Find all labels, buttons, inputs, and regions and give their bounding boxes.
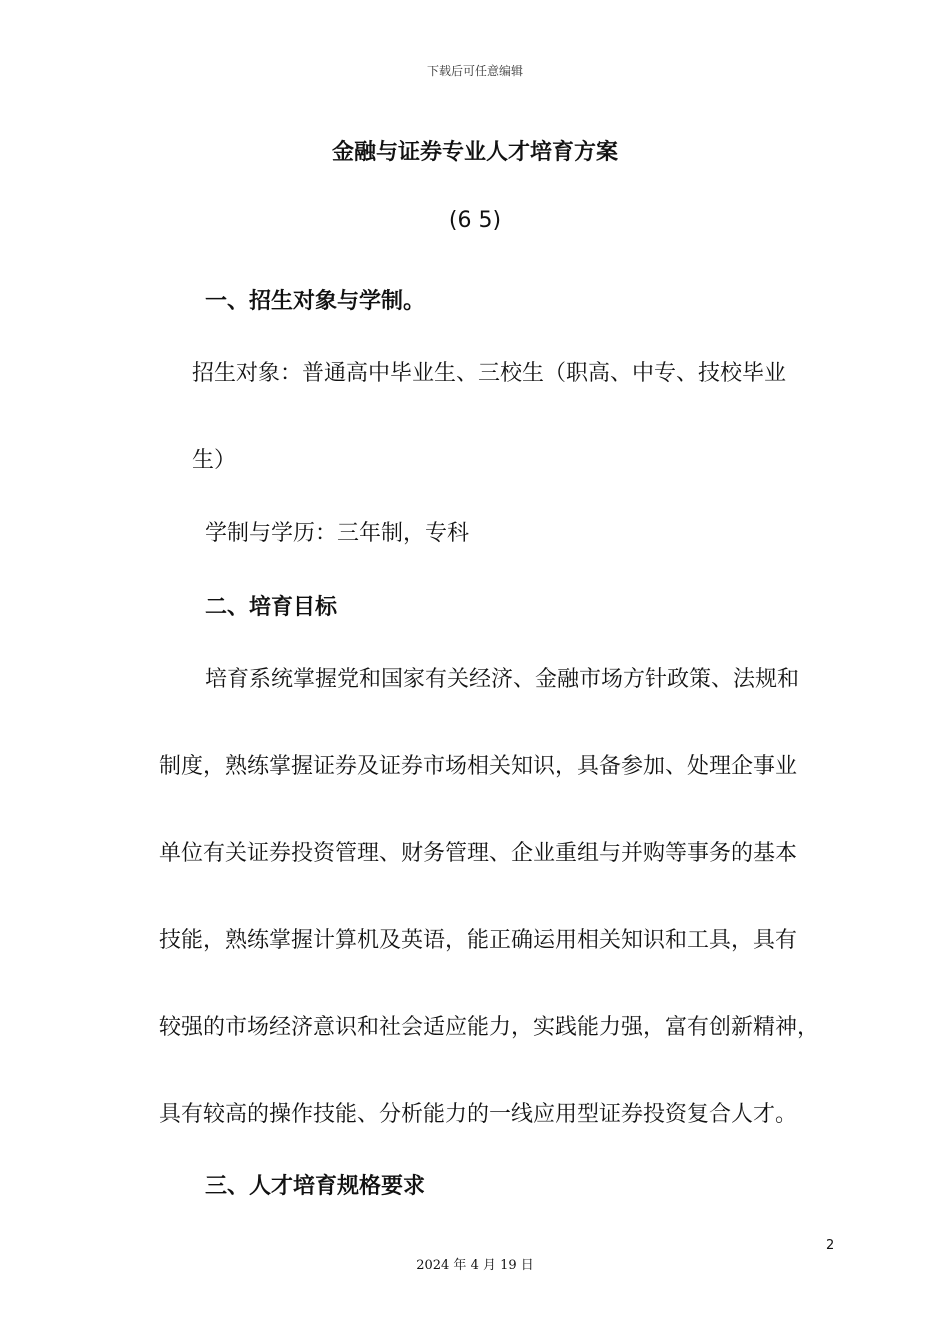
document-title: 金融与证券专业人才培育方案 [331, 140, 618, 165]
enrollment-line-2: 生） [192, 448, 237, 473]
schooling-line: 学制与学历：三年制，专科 [205, 521, 470, 546]
objective-line: 单位有关证券投资管理、财务管理、企业重组与并购等事务的基本 [159, 841, 798, 866]
page-number: 2 [826, 1238, 835, 1253]
objective-line: 较强的市场经济意识和社会适应能力，实践能力强，富有创新精神， [159, 1015, 820, 1040]
objective-line: 具有较高的操作技能、分析能力的一线应用型证券投资复合人才。 [159, 1102, 798, 1127]
footer-date: 2024 年 4 月 19 日 [416, 1258, 534, 1273]
objective-line: 制度，熟练掌握证券及证券市场相关知识，具备参加、处理企事业 [159, 754, 798, 779]
objective-line: 技能，熟练掌握计算机及英语，能正确运用相关知识和工具，具有 [159, 928, 798, 953]
section-1-heading: 一、招生对象与学制。 [205, 289, 426, 314]
section-2-heading: 二、培育目标 [205, 595, 338, 620]
section-3-heading: 三、人才培育规格要求 [205, 1174, 426, 1199]
header-note: 下载后可任意编辑 [426, 64, 523, 78]
document-code: (6 5) [448, 208, 502, 233]
objective-line: 培育系统掌握党和国家有关经济、金融市场方针政策、法规和 [205, 667, 800, 692]
enrollment-line-1: 招生对象：普通高中毕业生、三校生（职高、中专、技校毕业 [192, 361, 787, 386]
